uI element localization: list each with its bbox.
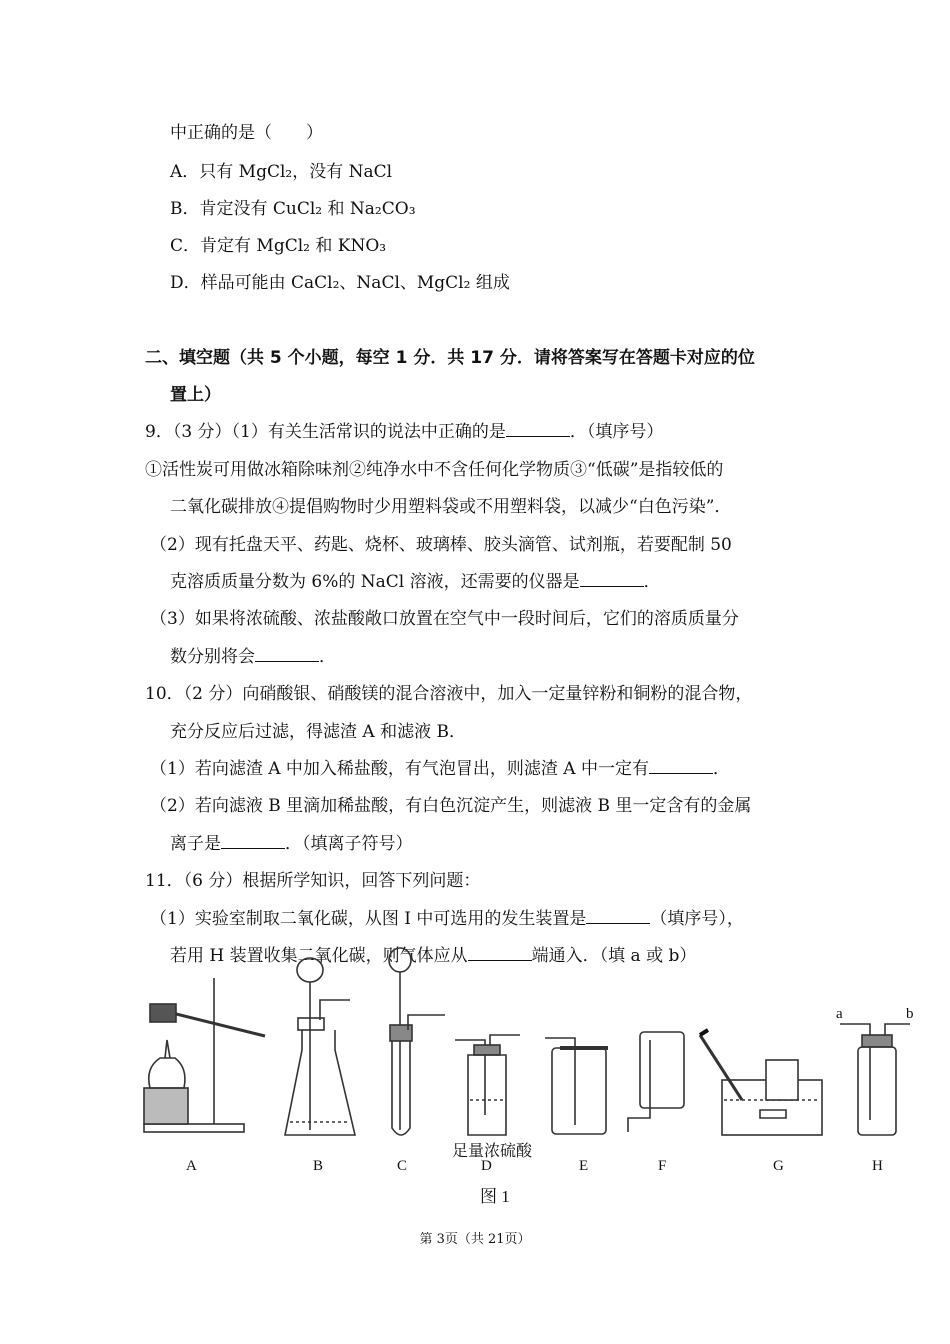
q10-line4: （2）若向滤液 B 里滴加稀盐酸，有白色沉淀产生，则滤液 B 里一定含有的金属 <box>150 796 752 816</box>
q9-text: 9．（3 分）（1）有关生活常识的说法中正确的是 <box>145 422 506 442</box>
figure-label-b: B <box>313 1158 324 1174</box>
figure-label-h: H <box>872 1158 883 1174</box>
q10-text: （1）若向滤渣 A 中加入稀盐酸，有气泡冒出，则滤渣 A 中一定有 <box>150 759 649 779</box>
figure-label-g: G <box>773 1158 784 1174</box>
q10-text: ．（填离子符号） <box>285 834 413 854</box>
q9-text: ． <box>319 647 336 667</box>
q9-text: ． <box>643 572 661 592</box>
page-footer: 第 3页（共 21页） <box>419 1232 531 1247</box>
q8-option-c: C．肯定有 MgCl₂ 和 KNO₃ <box>170 236 387 256</box>
port-a-label: a <box>836 1006 843 1022</box>
q9-text: 克溶质质量分数为 6%的 NaCl 溶液，还需要的仪器是 <box>170 572 580 592</box>
apparatus-a <box>144 978 265 1132</box>
section-heading-cont: 置上） <box>170 385 221 405</box>
apparatus-c <box>389 948 445 1135</box>
apparatus-d <box>455 1035 520 1135</box>
apparatus-b <box>285 958 355 1135</box>
apparatus-f <box>628 1032 684 1132</box>
q11-text: （1）实验室制取二氧化碳，从图 I 中可选用的发生装置是 <box>150 909 587 929</box>
section-heading: 二、填空题（共 5 个小题，每空 1 分．共 17 分．请将答案写在答题卡对应的位 <box>145 348 755 368</box>
figure-label-f: F <box>658 1158 667 1174</box>
q9-text: 数分别将会 <box>170 647 255 667</box>
q9-line4: （2）现有托盘天平、药匙、烧杯、玻璃棒、胶头滴管、试剂瓶，若要配制 50 <box>150 535 732 555</box>
q8-option-d: D．样品可能由 CaCl₂、NaCl、MgCl₂ 组成 <box>170 273 510 293</box>
q10-text: ． <box>712 759 730 779</box>
q11-text: （填序号）， <box>650 909 744 929</box>
q10-line1: 10．（2 分）向硝酸银、硝酸镁的混合溶液中，加入一定量锌粉和铜粉的混合物， <box>145 684 753 704</box>
figure-label-d: D <box>481 1158 492 1174</box>
q9-line3: 二氧化碳排放④提倡购物时少用塑料袋或不用塑料袋，以减少“白色污染”． <box>170 497 732 517</box>
q10-line2: 充分反应后过滤，得滤渣 A 和滤液 B． <box>170 722 466 742</box>
q8-option-a: A．只有 MgCl₂，没有 NaCl <box>170 162 393 182</box>
q8-option-b: B．肯定没有 CuCl₂ 和 Na₂CO₃ <box>170 199 416 219</box>
q10-text: 离子是 <box>170 834 221 854</box>
q11-line1: 11．（6 分）根据所学知识，回答下列问题： <box>145 871 481 891</box>
q11-text: 端通入．（填 a 或 b） <box>531 946 697 966</box>
q8-stem-end: 中正确的是（ ） <box>170 123 323 143</box>
q9-line2: ①活性炭可用做冰箱除味剂②纯净水中不含任何化学物质③“低碳”是指较低的 <box>145 460 724 480</box>
figure-label-e: E <box>579 1158 589 1174</box>
q9-text: ．（填序号） <box>569 422 664 442</box>
q9-line6: （3）如果将浓硫酸、浓盐酸敞口放置在空气中一段时间后，它们的溶质质量分 <box>150 609 739 629</box>
figure-label-c: C <box>397 1158 408 1174</box>
port-b-label: b <box>906 1006 914 1022</box>
apparatus-h <box>840 1024 910 1135</box>
figure-label-a: A <box>186 1158 197 1174</box>
apparatus-e <box>545 1038 608 1134</box>
apparatus-g <box>700 1030 822 1135</box>
figure-caption: 图 1 <box>480 1187 510 1206</box>
d-reagent-note: 足量浓硫酸 <box>452 1141 533 1160</box>
q11-text: 若用 H 装置收集二氧化碳，则气体应从 <box>170 946 468 966</box>
